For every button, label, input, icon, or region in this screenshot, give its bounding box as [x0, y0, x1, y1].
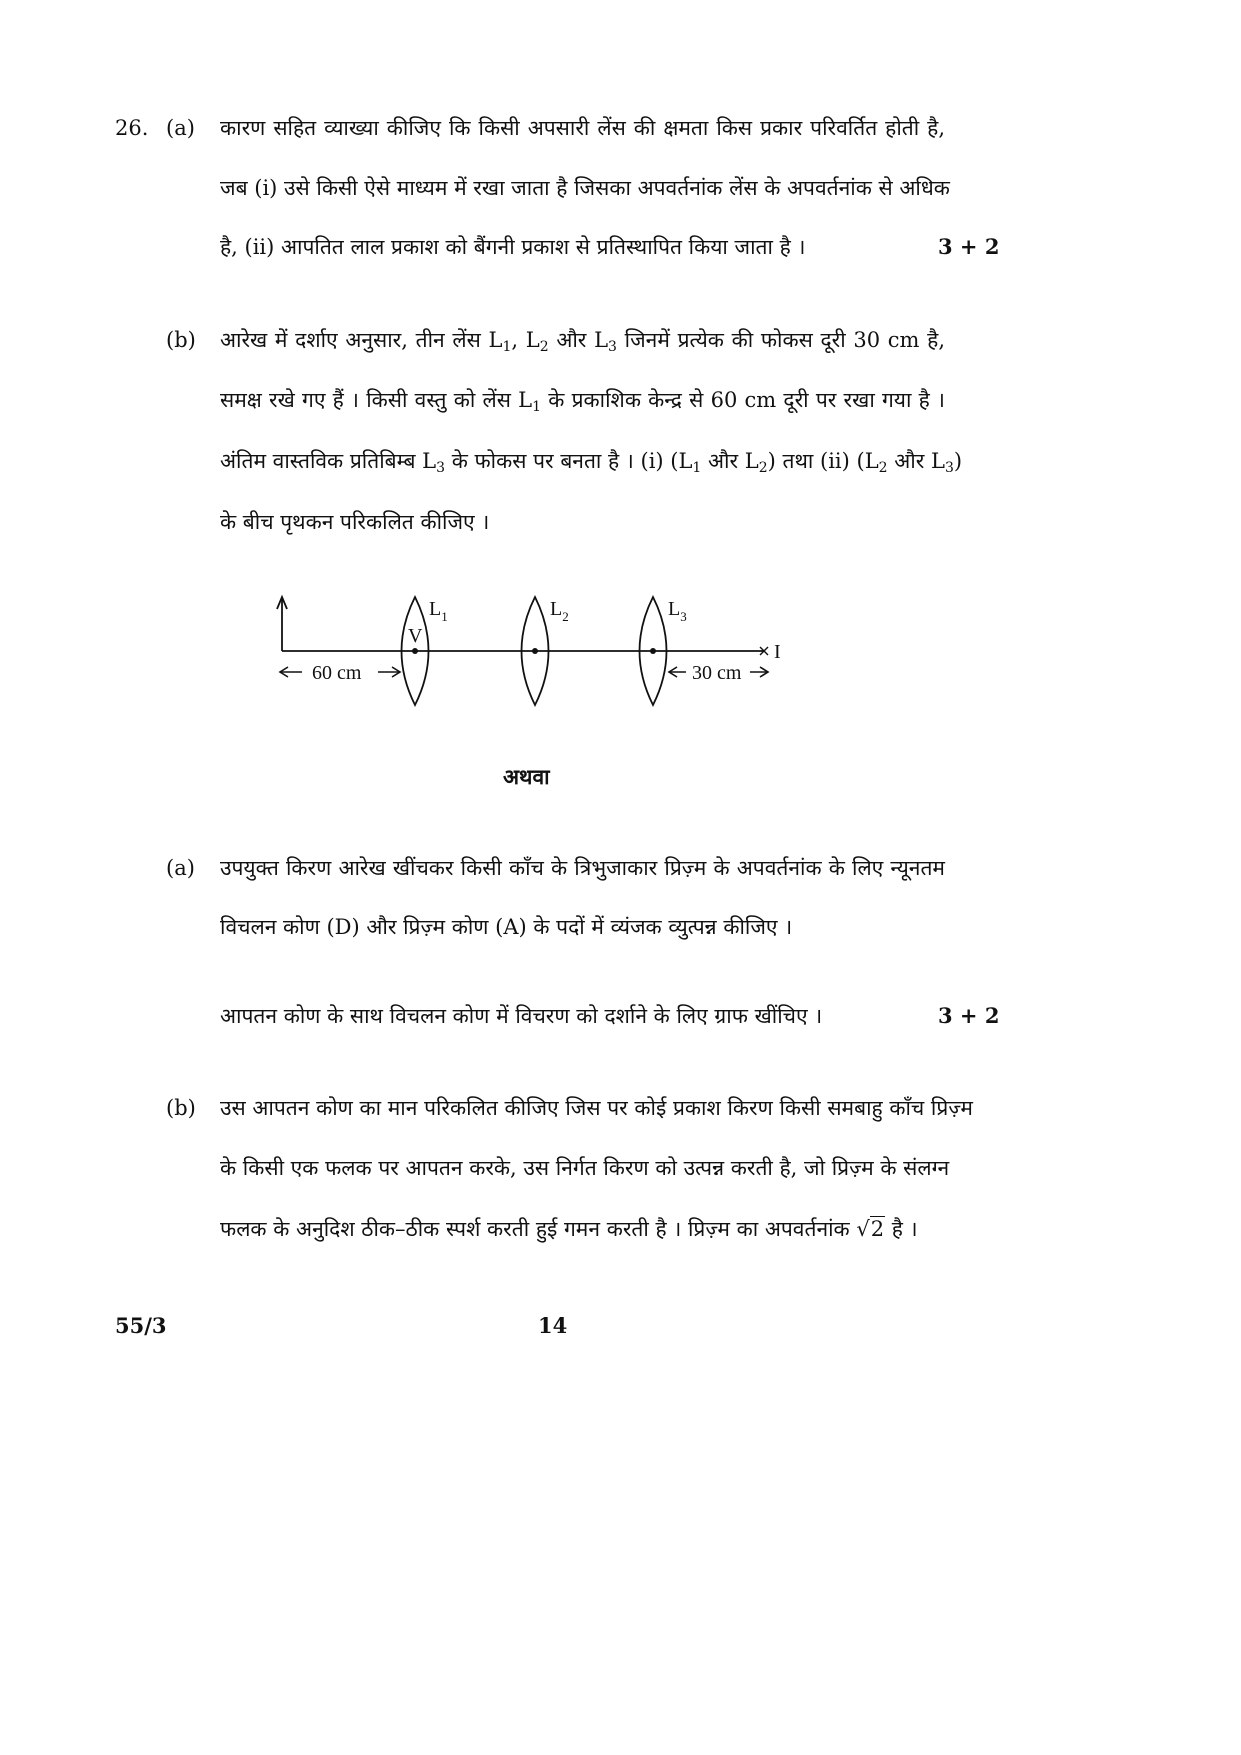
question-text-line: उपयुक्त किरण आरेख खींचकर किसी काँच के त्रिभुजाकार प्रिज़्म के अपवर्तनांक के लिए न्यूनतम — [220, 856, 945, 880]
optical-centre-l1 — [412, 648, 418, 654]
question-text-line: उस आपतन कोण का मान परिकलित कीजिए जिस पर कोई प्रकाश किरण किसी समबाहु काँच प्रिज़्म — [220, 1096, 973, 1120]
lens-l2-label: $L_2$ — [550, 598, 569, 624]
marks-label: 3 + 2 — [938, 234, 1000, 259]
question-text-line: समक्ष रखे गए हैं । किसी वस्तु को लेंस $L_1$ के प्रकाशिक केन्द्र से 60 cm दूरी पर रखा गया है । — [220, 388, 945, 415]
question-text-line: अंतिम वास्तविक प्रतिबिम्ब $L_3$ के फोकस पर बनता है । (i) ($L_1$ और $L_2$) तथा (ii) ($L_2$ और $L_3$) — [220, 449, 963, 476]
lens-l1-label: $L_1$ — [429, 598, 448, 624]
paper-code: 55/3 — [115, 1313, 167, 1338]
lens-l3-label: $L_3$ — [668, 598, 687, 624]
image-label: I — [774, 641, 781, 663]
question-text-line: है, (ii) आपतित लाल प्रकाश को बैंगनी प्रकाश से प्रतिस्थापित किया जाता है । — [220, 235, 806, 259]
part-label: (a) — [166, 856, 195, 880]
question-text-line: के बीच पृथकन परिकलित कीजिए । — [220, 510, 490, 534]
optical-centre-l3 — [650, 648, 656, 654]
question-number: 26. — [115, 116, 149, 140]
question-text-line: विचलन कोण (D) और प्रिज़्म कोण (A) के पदों में व्यंजक व्युत्पन्न कीजिए । — [220, 915, 793, 939]
part-label: (a) — [166, 116, 195, 140]
question-text-line: जब (i) उसे किसी ऐसे माध्यम में रखा जाता है जिसका अपवर्तनांक लेंस के अपवर्तनांक से अधिक — [220, 176, 950, 200]
optical-centre-l2 — [532, 648, 538, 654]
or-label: अथवा — [503, 764, 550, 789]
dimension-30cm: 30 cm — [692, 662, 742, 684]
part-label: (b) — [166, 1096, 196, 1120]
square-root: √2 — [856, 1217, 885, 1241]
marks-label: 3 + 2 — [938, 1003, 1000, 1028]
question-text-line: फलक के अनुदिश ठीक–ठीक स्पर्श करती हुई गमन करती है । प्रिज़्म का अपवर्तनांक √2 है । — [220, 1214, 918, 1244]
question-text-line: के किसी एक फलक पर आपतन करके, उस निर्गत किरण को उत्पन्न करती है, जो प्रिज़्म के संलग्न — [220, 1156, 950, 1180]
lens-diagram — [260, 585, 800, 715]
question-text-line: आरेख में दर्शाए अनुसार, तीन लेंस $L_1$, $L_2$ और $L_3$ जिनमें प्रत्येक की फोकस दूरी 30 cm है, — [220, 328, 945, 355]
v-label: V — [408, 625, 423, 647]
question-text-line: आपतन कोण के साथ विचलन कोण में विचरण को दर्शाने के लिए ग्राफ खींचिए । — [220, 1004, 823, 1028]
part-label: (b) — [166, 328, 196, 352]
page-number: 14 — [538, 1313, 568, 1338]
question-text-line: कारण सहित व्याख्या कीजिए कि किसी अपसारी लेंस की क्षमता किस प्रकार परिवर्तित होती है, — [220, 116, 945, 140]
dimension-60cm: 60 cm — [312, 662, 362, 684]
